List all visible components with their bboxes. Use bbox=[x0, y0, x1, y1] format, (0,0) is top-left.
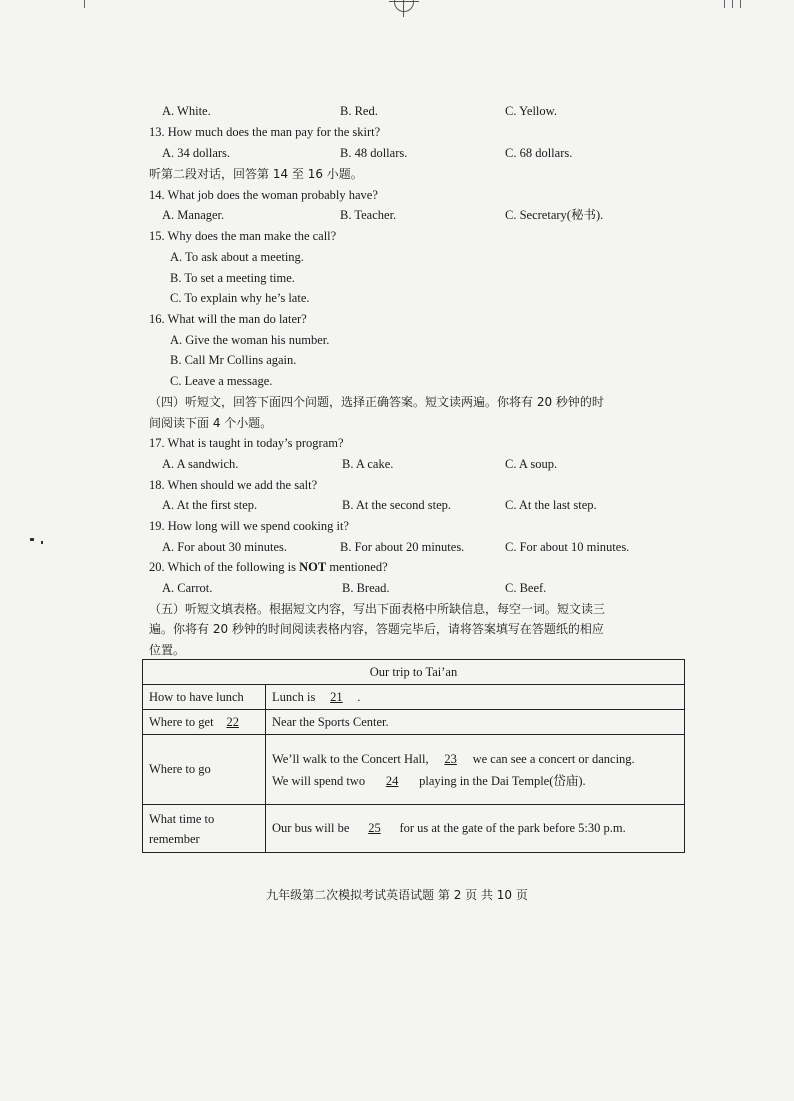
q17-stem: 17. What is taught in today’s program? bbox=[149, 436, 344, 450]
q13-option-a: A. 34 dollars. bbox=[162, 146, 231, 160]
q17-option-a: A. A sandwich. bbox=[162, 457, 239, 471]
q20-option-a: A. Carrot. bbox=[162, 581, 213, 595]
q12-option-b: B. Red. bbox=[340, 104, 378, 118]
text-segment: we can see a concert or dancing. bbox=[472, 751, 635, 766]
table-row-value: Near the Sports Center. bbox=[266, 710, 685, 735]
table-title-row bbox=[143, 660, 685, 685]
text-segment: remember bbox=[149, 831, 200, 846]
table-cell-line bbox=[272, 770, 678, 792]
q12-option-a: A. White. bbox=[162, 104, 211, 118]
answer-blank-23: 23 bbox=[444, 751, 457, 766]
q12-option-c: C. Yellow. bbox=[505, 104, 557, 118]
text-segment: Lunch is bbox=[272, 689, 316, 704]
section4-instruction-line1: （四）听短文，回答下面四个问题，选择正确答案。短文读两遍。你将有 20 秒钟的时 bbox=[149, 395, 604, 409]
text-segment: playing in the Dai Temple(岱庙). bbox=[419, 773, 586, 788]
q15-option-b: B. To set a meeting time. bbox=[170, 271, 295, 285]
q13-option-c: C. 68 dollars. bbox=[505, 146, 573, 160]
crop-mark-icon bbox=[740, 0, 741, 8]
q16-option-a: A. Give the woman his number. bbox=[170, 333, 330, 347]
table-row-value bbox=[266, 735, 685, 805]
q20-option-c: C. Beef. bbox=[505, 581, 547, 595]
q18-option-a: A. At the first step. bbox=[162, 498, 258, 512]
answer-blank-21: 21 bbox=[330, 689, 343, 704]
answer-blank-25: 25 bbox=[368, 821, 381, 835]
table-row-label bbox=[143, 805, 266, 853]
q19-option-c: C. For about 10 minutes. bbox=[505, 540, 630, 554]
q15-option-c: C. To explain why he’s late. bbox=[170, 291, 310, 305]
table-row-label: Where to go bbox=[143, 735, 266, 805]
table-title: Our trip to Tai’an bbox=[143, 660, 685, 685]
text-segment: Where to get bbox=[149, 714, 214, 729]
table-row bbox=[143, 710, 685, 735]
q16-option-b: B. Call Mr Collins again. bbox=[170, 353, 297, 367]
answer-blank-24: 24 bbox=[385, 773, 399, 788]
crop-mark-icon bbox=[84, 0, 85, 8]
q18-stem: 18. When should we add the salt? bbox=[149, 478, 318, 492]
q18-option-b: B. At the second step. bbox=[342, 498, 452, 512]
text-segment: . bbox=[357, 689, 361, 704]
table-row-label bbox=[143, 710, 266, 735]
scan-speck bbox=[41, 541, 43, 544]
q20-stem bbox=[149, 558, 388, 576]
table-row bbox=[143, 735, 685, 805]
q20-stem-pre: 20. Which of the following is bbox=[149, 560, 300, 574]
q18-option-c: C. At the last step. bbox=[505, 498, 597, 512]
q17-option-c: C. A soup. bbox=[505, 457, 558, 471]
q13-stem: 13. How much does the man pay for the skirt? bbox=[149, 125, 381, 139]
page-footer: 九年级第二次模拟考试英语试题 第 2 页 共 10 页 bbox=[266, 888, 528, 902]
q19-option-a: A. For about 30 minutes. bbox=[162, 540, 287, 554]
dialog2-instruction: 听第二段对话，回答第 14 至 16 小题。 bbox=[149, 167, 363, 181]
trip-table bbox=[142, 659, 685, 853]
text-segment: for us at the gate of the park before 5:30 p.m. bbox=[399, 821, 626, 835]
q20-stem-post: mentioned? bbox=[326, 560, 388, 574]
text-segment: Our bus will be bbox=[272, 821, 350, 835]
text-segment: We’ll walk to the Concert Hall, bbox=[272, 751, 429, 766]
table-row bbox=[143, 805, 685, 853]
section5-instruction-line3: 位置。 bbox=[149, 643, 186, 657]
text-segment: What time to bbox=[149, 811, 215, 826]
q14-stem: 14. What job does the woman probably have? bbox=[149, 188, 378, 202]
answer-blank-22: 22 bbox=[226, 714, 239, 729]
q20-stem-emphasis: NOT bbox=[299, 560, 327, 574]
text-segment: We will spend two bbox=[272, 773, 366, 788]
crop-mark-icon bbox=[724, 0, 725, 8]
table-row-value bbox=[266, 685, 685, 710]
q20-option-b: B. Bread. bbox=[342, 581, 390, 595]
q17-option-b: B. A cake. bbox=[342, 457, 394, 471]
q14-option-b: B. Teacher. bbox=[340, 208, 397, 222]
q19-stem: 19. How long will we spend cooking it? bbox=[149, 519, 349, 533]
q14-option-a: A. Manager. bbox=[162, 208, 225, 222]
table-row-label: How to have lunch bbox=[143, 685, 266, 710]
q13-option-b: B. 48 dollars. bbox=[340, 146, 408, 160]
crop-mark-icon bbox=[732, 0, 733, 8]
registration-mark-icon bbox=[394, 0, 414, 12]
section5-instruction-line1: （五）听短文填表格。根据短文内容，写出下面表格中所缺信息，每空一词。短文读三 bbox=[149, 602, 606, 616]
section4-instruction-line2: 间阅读下面 4 个小题。 bbox=[149, 416, 273, 430]
q16-option-c: C. Leave a message. bbox=[170, 374, 273, 388]
q15-option-a: A. To ask about a meeting. bbox=[170, 250, 304, 264]
q16-stem: 16. What will the man do later? bbox=[149, 312, 307, 326]
q15-stem: 15. Why does the man make the call? bbox=[149, 229, 337, 243]
scan-speck bbox=[30, 538, 34, 541]
table-row bbox=[143, 685, 685, 710]
q19-option-b: B. For about 20 minutes. bbox=[340, 540, 465, 554]
q14-option-c: C. Secretary(秘书). bbox=[505, 208, 604, 222]
table-cell-line bbox=[272, 748, 678, 770]
section5-instruction-line2: 遍。你将有 20 秒钟的时间阅读表格内容，答题完毕后，请将答案填写在答题纸的相应 bbox=[149, 622, 604, 636]
table-row-value bbox=[266, 805, 685, 853]
